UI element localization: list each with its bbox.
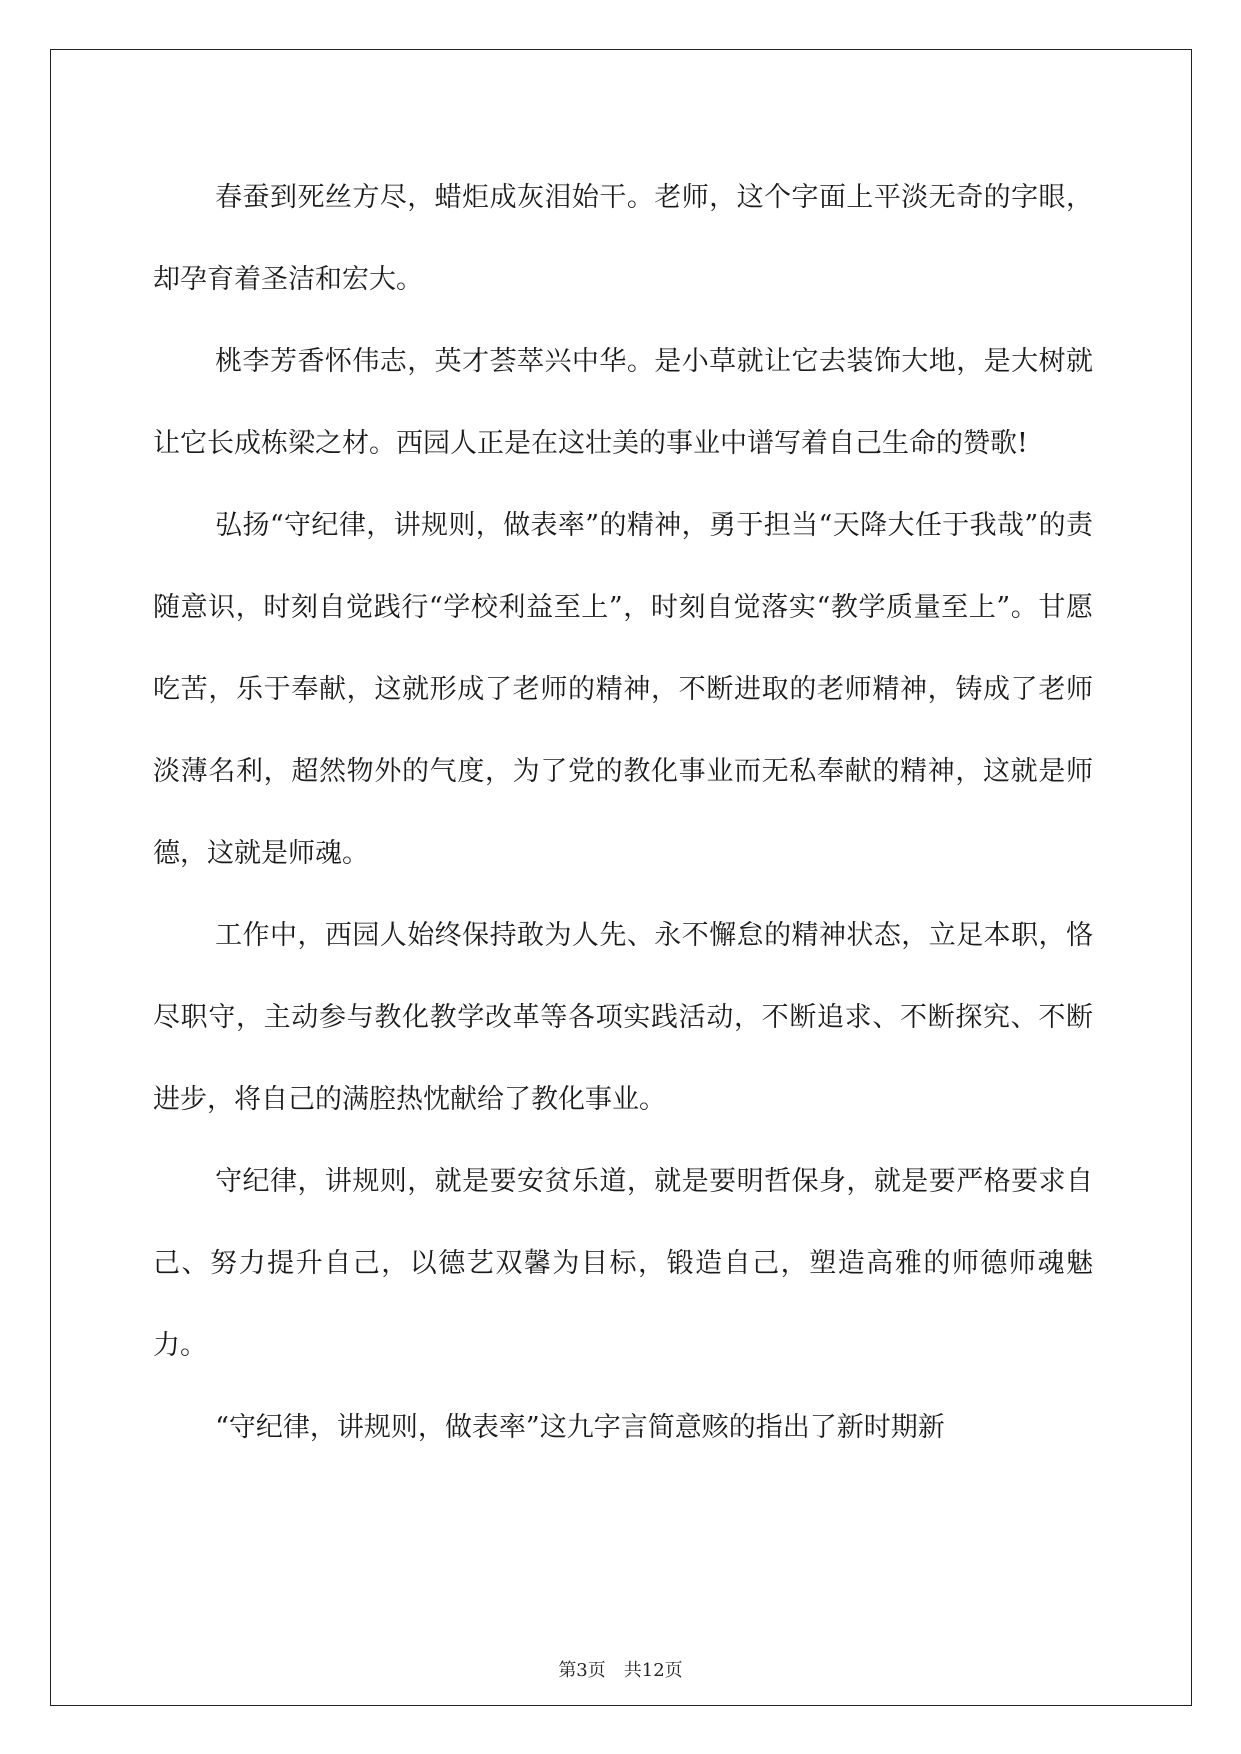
document-body xyxy=(153,157,1093,1469)
paragraph-6: “守纪律，讲规则，做表率”这九字言简意赅的指出了新时期新 xyxy=(215,1412,945,1443)
page-footer xyxy=(0,1656,1241,1682)
paragraph-5: 守纪律，讲规则，就是要安贫乐道，就是要明哲保身，就是要严格要求自己、努力提升自己，以德艺双馨为目标，锻造自己，塑造高雅的师德师魂魅力。 xyxy=(153,1166,1093,1361)
paragraph-2: 桃李芳香怀伟志，英才荟萃兴中华。是小草就让它去装饰大地，是大树就让它长成栋梁之材。西园人正是在这壮美的事业中谱写着自己生命的赞歌! xyxy=(153,346,1093,459)
paragraph-4: 工作中，西园人始终保持敢为人先、永不懈怠的精神状态，立足本职，恪尽职守，主动参与教化教学改革等各项实践活动，不断追求、不断探究、不断进步，将自己的满腔热忱献给了教化事业。 xyxy=(153,920,1093,1115)
paragraph-3: 弘扬“守纪律，讲规则，做表率”的精神，勇于担当“天降大任于我哉”的责随意识，时刻自觉践行“学校利益至上”，时刻自觉落实“教学质量至上”。甘愿吃苦，乐于奉献，这就形成了老师的精神，不断进取的老师精神，铸成了老师淡薄名利，超然物外的气度，为了党的教化事业而无私奉献的精神，这就是师德，这就是师魂。 xyxy=(153,510,1093,869)
page-number-label: 第3页 共12页 xyxy=(558,1660,683,1681)
paragraph-1: 春蚕到死丝方尽，蜡炬成灰泪始干。老师，这个字面上平淡无奇的字眼，却孕育着圣洁和宏大。 xyxy=(153,182,1093,295)
